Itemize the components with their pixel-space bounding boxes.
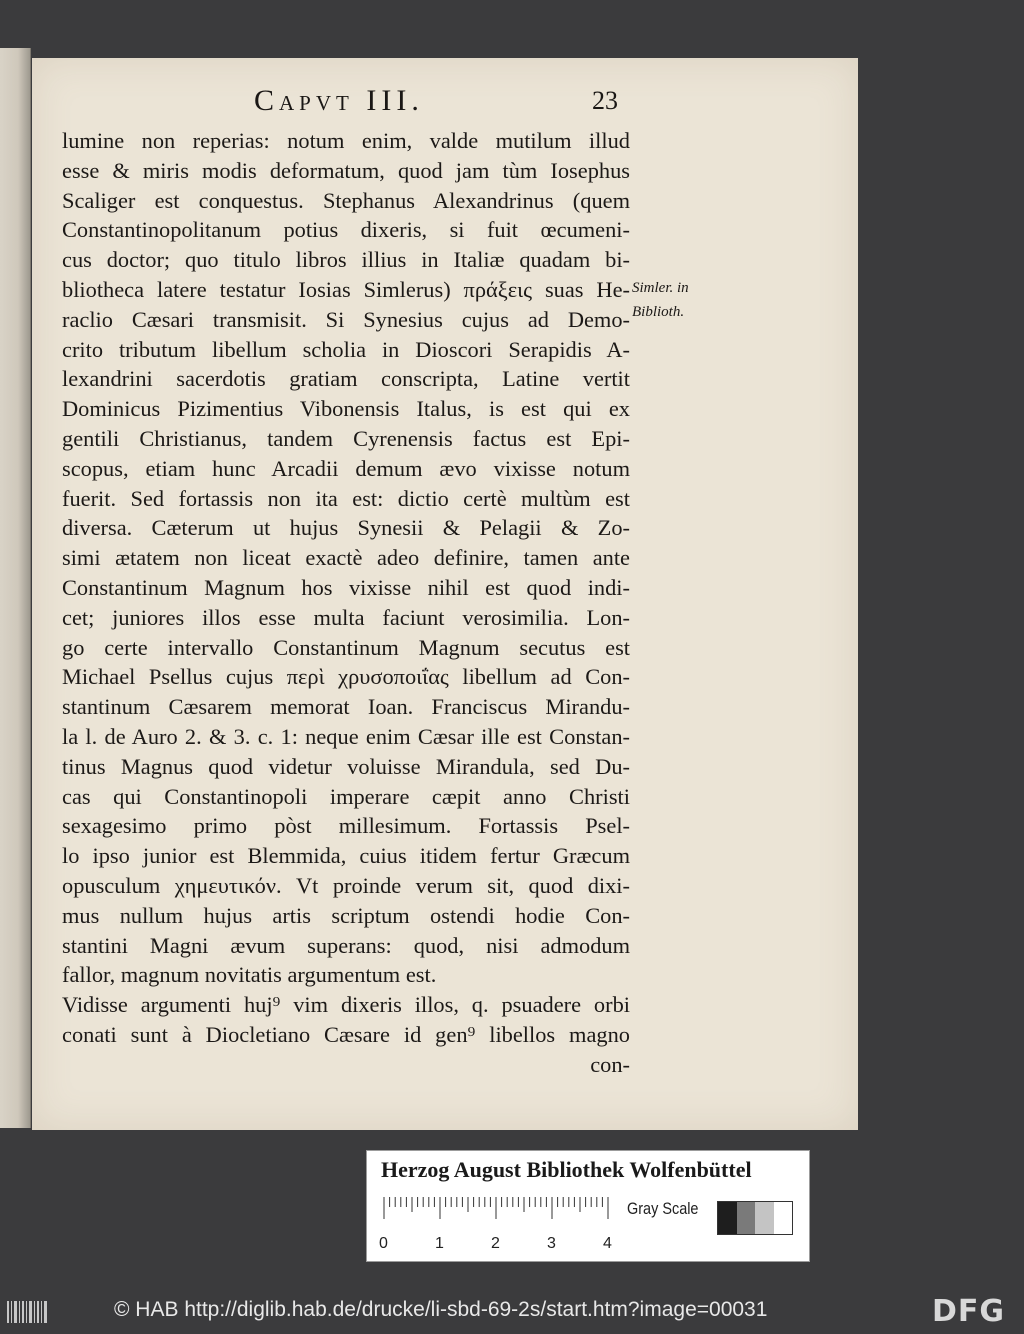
dfg-logo: DFG <box>932 1294 1006 1329</box>
scale-ruler <box>383 1197 615 1219</box>
ruler-number: 4 <box>603 1235 612 1252</box>
text-line: Constantinum Magnum hos vixisse nihil est quod indi- <box>62 574 630 600</box>
library-name: Herzog August Bibliothek Wolfenbüttel <box>381 1157 752 1182</box>
text-line: tinus Magnus quod videtur voluisse Mirandula, sed Du- <box>62 753 630 779</box>
library-color-target <box>366 1150 810 1262</box>
text-line: opusculum χημευτικόν. Vt proinde verum sit, quod dixi- <box>62 872 630 898</box>
footer-bar <box>0 1292 1024 1334</box>
gray-swatch <box>755 1202 774 1234</box>
text-line: Scaliger est conquestus. Stephanus Alexandrinus (quem <box>62 187 630 213</box>
gray-swatch <box>737 1202 756 1234</box>
text-line: cet; juniores illos esse multa faciunt verosimilia. Lon- <box>62 604 630 630</box>
text-line: lo ipso junior est Blemmida, cuius itidem fertur Græcum <box>62 843 630 869</box>
text-line: sexagesimo primo pòst millesimum. Fortassis Psel- <box>62 813 630 839</box>
text-line: lexandrini sacerdotis gratiam conscripta, Latine vertit <box>62 366 630 392</box>
text-line: simi ætatem non liceat exactè adeo definire, tamen ante <box>62 545 630 571</box>
ruler-number: 0 <box>379 1235 388 1252</box>
marginal-note <box>632 276 689 324</box>
gray-swatch <box>718 1202 737 1234</box>
text-line: fallor, magnum novitatis argumentum est. <box>62 962 437 988</box>
text-line: gentili Christianus, tandem Cyrenensis factus est Epi- <box>62 425 630 451</box>
ruler-number: 3 <box>547 1235 556 1252</box>
text-line: Dominicus Pizimentius Vibonensis Italus, is est qui ex <box>62 396 630 422</box>
text-line: raclio Cæsari transmisit. Si Synesius cujus ad Demo- <box>62 306 630 332</box>
text-line: stantinum Cæsarem memorat Ioan. Franciscus Mirandu- <box>62 694 630 720</box>
running-title: Capvt III. <box>254 84 424 117</box>
text-line: scopus, etiam hunc Arcadii demum ævo vixisse notum <box>62 455 630 481</box>
text-line: Vidisse argumenti huj⁹ vim dixeris illos, q. psuadere orbi <box>62 992 630 1018</box>
ruler-number: 1 <box>435 1235 444 1252</box>
text-line: conati sunt à Diocletiano Cæsare id gen⁹ libellos magno <box>62 1021 630 1047</box>
text-line: fuerit. Sed fortassis non ita est: dictio certè multùm est <box>62 485 630 511</box>
text-line: cus doctor; quo titulo libros illius in Italiæ quadam bi- <box>62 247 630 273</box>
ruler-number: 2 <box>491 1235 500 1252</box>
text-line: go certe intervallo Constantinum Magnum secutus est <box>62 634 630 660</box>
gray-scale-label: Gray Scale <box>627 1199 699 1218</box>
gray-swatch <box>774 1202 793 1234</box>
text-line: Michael Psellus cujus περὶ χρυσοποιΐας libellum ad Con- <box>62 664 630 690</box>
page-number: 23 <box>592 86 618 115</box>
text-line: crito tributum libellum scholia in Dioscori Serapidis A- <box>62 336 630 362</box>
adjacent-page-edge <box>0 48 31 1128</box>
body-text <box>62 126 630 1080</box>
copyright-link[interactable]: © HAB http://diglib.hab.de/drucke/li-sbd-69-2s/start.htm?image=00031 <box>114 1298 768 1321</box>
marginal-note-line: Biblioth. <box>632 304 685 320</box>
page-header <box>32 80 858 128</box>
text-line: stantini Magni ævum superans: quod, nisi admodum <box>62 932 630 958</box>
text-line: diversa. Cæterum ut hujus Synesii & Pelagii & Zo- <box>62 515 630 541</box>
text-line: esse & miris modis deformatum, quod jam tùm Iosephus <box>62 157 630 183</box>
gray-scale-swatches <box>717 1201 793 1235</box>
marginal-note-line: Simler. in <box>632 280 689 296</box>
book-page <box>32 58 858 1130</box>
barcode-icon <box>6 1298 48 1326</box>
text-line: lumine non reperias: notum enim, valde mutilum illud <box>62 128 630 153</box>
text-line: cas qui Constantinopoli imperare cæpit anno Christi <box>62 783 630 809</box>
text-line: bliotheca latere testatur Iosias Simlerus) πράξεις suas He- <box>62 276 630 302</box>
text-line: con- <box>590 1051 630 1077</box>
text-line: mus nullum hujus artis scriptum ostendi hodie Con- <box>62 902 630 928</box>
text-line: la l. de Auro 2. & 3. c. 1: neque enim Cæsar ille est Constan- <box>62 723 630 749</box>
text-line: Constantinopolitanum potius dixeris, si fuit œcumeni- <box>62 217 630 243</box>
